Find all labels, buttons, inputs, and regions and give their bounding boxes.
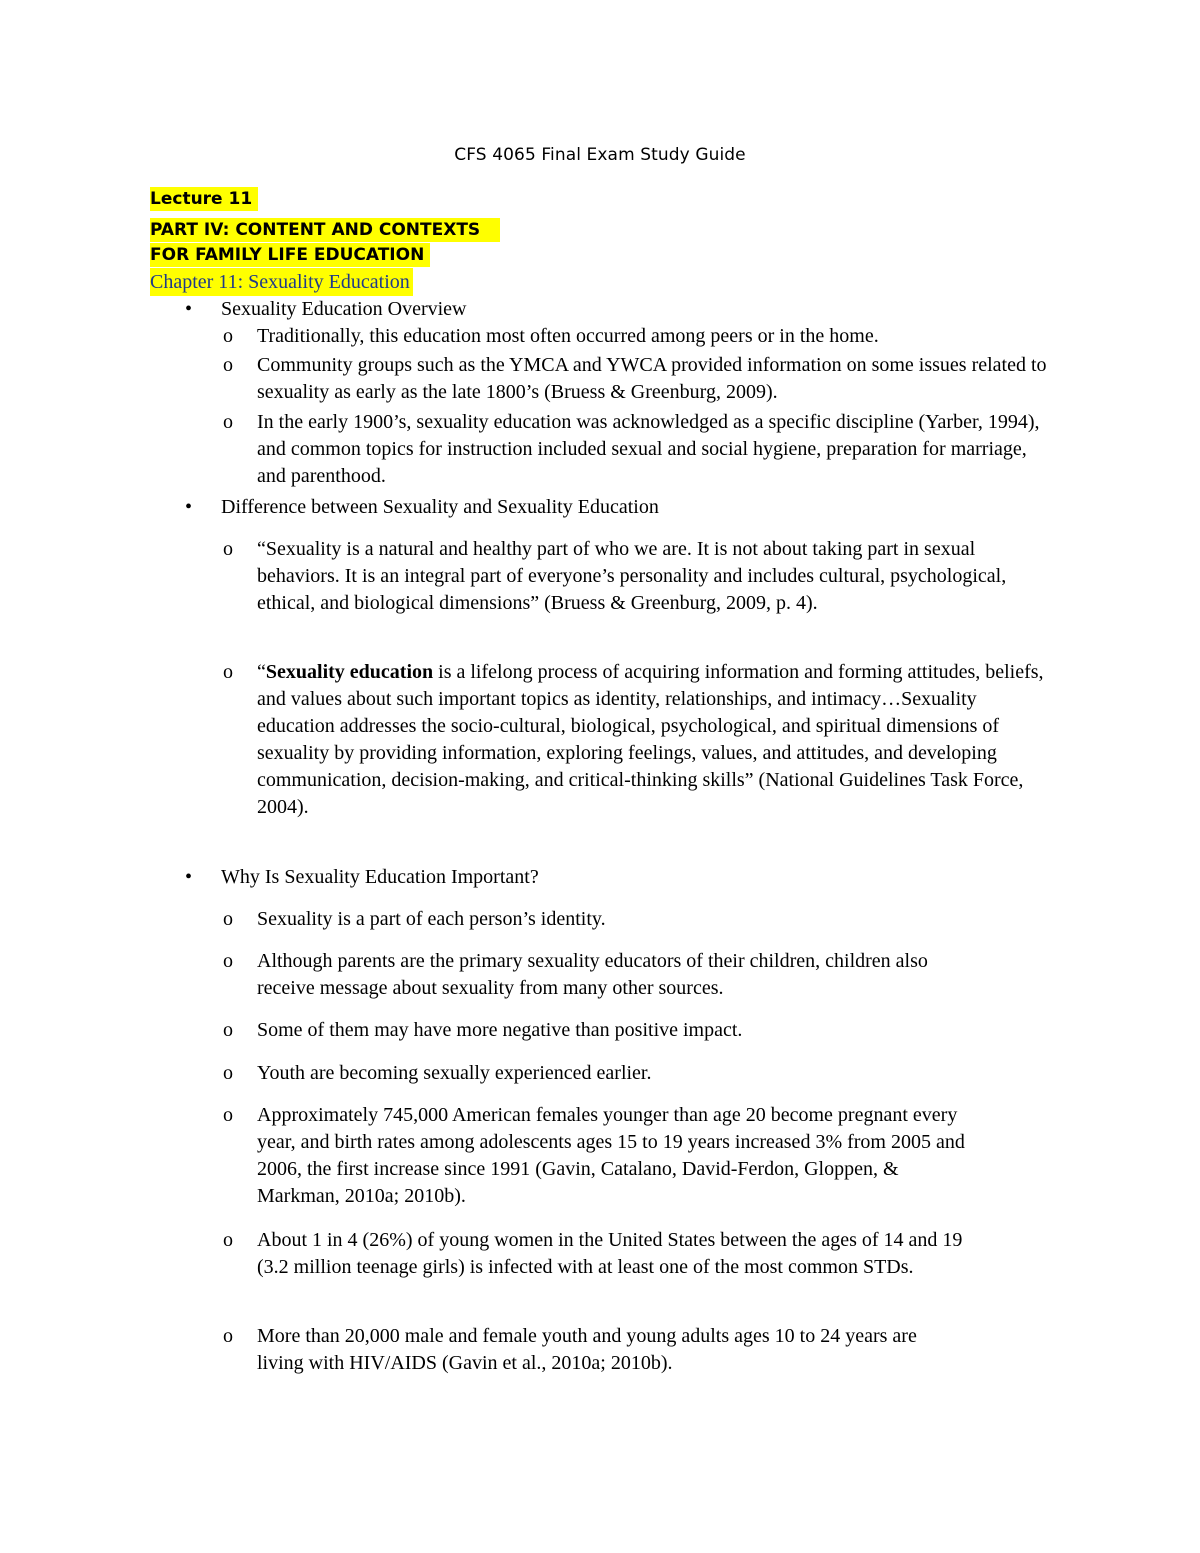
list-item: “Sexuality is a natural and healthy part of who we are. It is not about taking part in sexual behaviors. It is an integral part of everyone’s personality and includes cultural, psychological, ethical, and biological dimensions” (Bruess & Greenburg, 2009, p. 4). (257, 538, 1007, 614)
bullet-icon: • (185, 866, 193, 888)
list-item: Community groups such as the YMCA and YWCA provided information on some issues related to sexuality as early as the late 1800’s (Bruess & Greenburg, 2009). (257, 354, 1047, 403)
open-quote: “ (257, 661, 266, 683)
definition-text: is a lifelong process of acquiring information and forming attitudes, beliefs, and values about such important topics as identity, relationships, and intimacy…Sexuality education addresses the socio-cultural, biological, psychological, and spiritual dimensions of sexuality by providing information, exploring feelings, values, and attitudes, and developing communication, decision-making, and critical-thinking skills” (National Guidelines Task Force, 2004). (257, 661, 1044, 818)
part-heading-line-1: PART IV: CONTENT AND CONTEXTS (150, 218, 500, 242)
list-item: Some of them may have more negative than positive impact. (257, 1019, 743, 1041)
list-item: Traditionally, this education most often occurred among peers or in the home. (257, 325, 879, 347)
sub-bullet-icon: o (223, 1019, 233, 1041)
sub-bullet-icon: o (223, 1104, 233, 1126)
bullet-icon: • (185, 298, 193, 320)
list-item: More than 20,000 male and female youth and young adults ages 10 to 24 years are living with HIV/AIDS (Gavin et al., 2010a; 2010b). (257, 1325, 917, 1374)
section-heading-importance: Why Is Sexuality Education Important? (221, 866, 539, 888)
sub-bullet-icon: o (223, 1062, 233, 1084)
list-item-definition (257, 659, 1057, 821)
chapter-heading: Chapter 11: Sexuality Education (150, 268, 413, 296)
bold-term: Sexuality education (265, 661, 434, 683)
section-heading-overview: Sexuality Education Overview (221, 298, 467, 320)
list-item: Youth are becoming sexually experienced earlier. (257, 1062, 652, 1084)
sub-bullet-icon: o (223, 411, 233, 433)
document-title: CFS 4065 Final Exam Study Guide (454, 145, 746, 165)
list-item: In the early 1900’s, sexuality education was acknowledged as a specific discipline (Yarber, 1994), and common topics for instruction included sexual and social hygiene, preparation for marriage, and parenthood. (257, 411, 1040, 487)
sub-bullet-icon: o (223, 325, 233, 347)
sub-bullet-icon: o (223, 661, 233, 683)
list-item: Approximately 745,000 American females younger than age 20 become pregnant every year, and birth rates among adolescents ages 15 to 19 years increased 3% from 2005 and 2006, the first increase since 1991 (Gavin, Catalano, David-Ferdon, Gloppen, & Markman, 2010a; 2010b). (257, 1104, 965, 1207)
sub-bullet-icon: o (223, 1325, 233, 1347)
sub-bullet-icon: o (223, 354, 233, 376)
list-item: Sexuality is a part of each person’s identity. (257, 908, 606, 930)
section-heading-difference: Difference between Sexuality and Sexuality Education (221, 496, 659, 518)
sub-bullet-icon: o (223, 538, 233, 560)
lecture-heading: Lecture 11 (150, 187, 258, 211)
sub-bullet-icon: o (223, 1229, 233, 1251)
bullet-icon: • (185, 496, 193, 518)
sub-bullet-icon: o (223, 950, 233, 972)
sub-bullet-icon: o (223, 908, 233, 930)
list-item: About 1 in 4 (26%) of young women in the United States between the ages of 14 and 19 (3.2 million teenage girls) is infected with at least one of the most common STDs. (257, 1229, 963, 1278)
list-item: Although parents are the primary sexuality educators of their children, children also receive message about sexuality from many other sources. (257, 950, 928, 999)
part-heading-line-2: FOR FAMILY LIFE EDUCATION (150, 243, 430, 267)
